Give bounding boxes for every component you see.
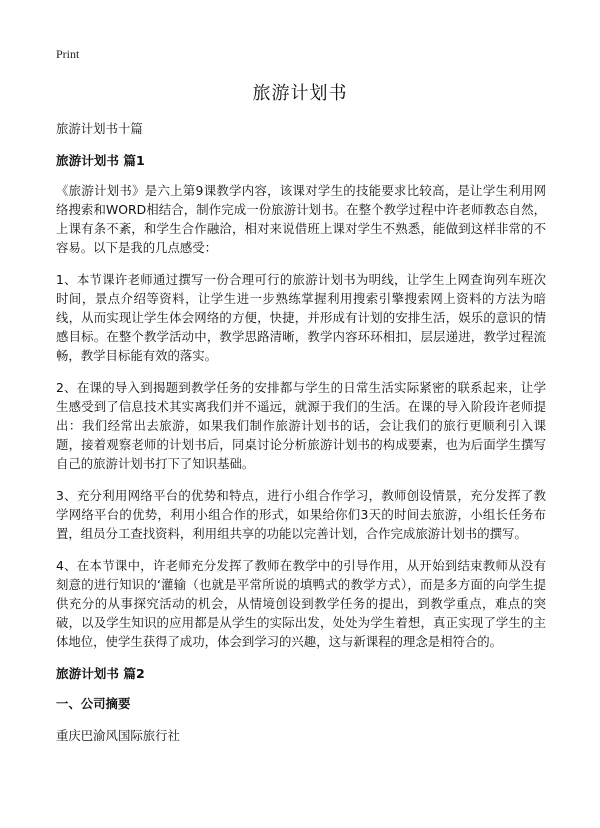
print-link[interactable]: Print	[56, 47, 80, 61]
section-heading-1: 旅游计划书 篇1	[56, 153, 145, 168]
paragraph-point-2: 2、在课的导入到揭题到教学任务的安排都与学生的日常生活实际紧密的联系起来，让学生感受到了信息技术其实离我们并不遥远，就源于我们的生活。在课的导入阶段许老师提出：我们经常出去旅游，如果我们制作旅游计划书的话，会让我们的旅行更顺利引入课题，接着观察老师的计划书后，同桌讨论分析旅游计划书的构成要素，也为后面学生撰写自己的旅游计划书打下了知识基础。	[56, 380, 546, 471]
paragraph-point-4: 4、在本节课中，许老师充分发挥了教师在教学中的引导作用，从开始到结束教师从没有刻意的进行知识的‘灌输（也就是平常所说的填鸭式的教学方式），而是多方面的向学生提供充分的从事探究活动的机会，从情境创设到教学任务的提出，到教学重点，难点的突破，以及学生知识的应用都是从学生的实际出发，处处为学生着想，真正实现了学生的主体地位，使学生获得了成功，体会到学习的兴趣，这与新课程的理念是相符合的。	[56, 558, 546, 649]
company-name: 重庆巴渝风国际旅行社	[56, 728, 180, 743]
document-title: 旅游计划书	[252, 83, 348, 104]
document-body	[56, 119, 546, 745]
section-heading-2: 旅游计划书 篇2	[56, 666, 145, 681]
company-summary-heading: 一、公司摘要	[56, 696, 131, 711]
document-subtitle: 旅游计划书十篇	[56, 121, 143, 136]
paragraph-point-3: 3、充分利用网络平台的优势和特点，进行小组合作学习，教师创设情景，充分发挥了教学网络平台的优势，利用小组合作的形式，如果给你们3天的时间去旅游，小组长任务布置，组员分工查找资料，利用组共享的功能以完善计划，合作完成旅游计划书的撰写。	[56, 488, 546, 541]
paragraph-intro: 《旅游计划书》是六上第9课教学内容，该课对学生的技能要求比较高，是让学生利用网络搜索和WORD相结合，制作完成一份旅游计划书。在整个教学过程中许老师教态自然，上课有条不紊，和学生合作融洽，相对来说借班上课对学生不熟悉，能做到这样非常的不容易。以下是我的几点感受：	[56, 183, 546, 255]
paragraph-point-1: 1、本节课许老师通过撰写一份合理可行的旅游计划书为明线，让学生上网查询列车班次时间，景点介绍等资料，让学生进一步熟练掌握利用搜索引擎搜索网上资料的方法为暗线，从而实现让学生体会网络的方便，快捷，并形成有计划的安排生活，娱乐的意识的情感目标。在整个教学活动中，教学思路清晰，教学内容环环相扣，层层递进，教学过程流畅，教学目标能有效的落实。	[56, 272, 546, 363]
